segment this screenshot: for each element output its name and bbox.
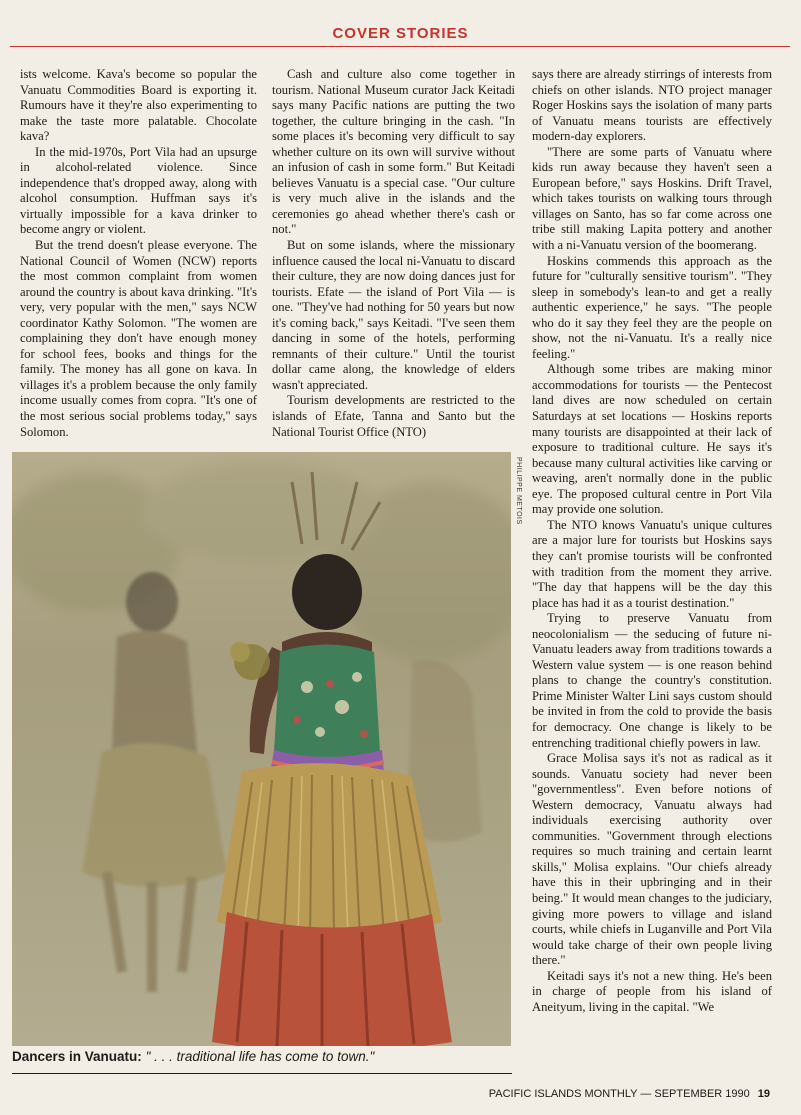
caption-rule — [12, 1073, 512, 1074]
paragraph: says there are already stirrings of interests from chiefs on other islands. NTO project manager Roger Hoskins says the isolation of many parts of Vanuatu means tourists are effectively modern-day explorers. — [532, 67, 772, 144]
paragraph: Although some tribes are making minor accommodations for tourists — the Pentecost land dives are now scheduled on certain Saturdays at set locations — Hoskins reports many tourists are disappointed at their lack of exposure to traditional culture. He says it's because many cultural activities like carving or weaving, aren't normally done in the public eye. The proposed cultural centre in Port Vila may provide one solution. — [532, 362, 772, 517]
caption-quote: " . . . traditional life has come to town." — [145, 1049, 375, 1064]
article-column-2 — [272, 67, 515, 440]
paragraph: Tourism developments are restricted to the islands of Efate, Tanna and Santo but the National Tourist Office (NTO) — [272, 393, 515, 439]
caption-lead: Dancers in Vanuatu: — [12, 1049, 142, 1064]
paragraph: Grace Molisa says it's not as radical as it sounds. Vanuatu society had never been "governmentless". Even before notions of Western democracy, Vanuatu always had individuals exercising authority over communities. "Government through elections requires so much training and certain learnt skills," Molisa explains. "Our chiefs already have this in their upbringing and in their being." It would mean changes to the judiciary, giving more powers to village and island courts, while chiefs in Luganville and Port Vila would take charge of their own people living there." — [532, 751, 772, 968]
paragraph: The NTO knows Vanuatu's unique cultures are a major lure for tourists but Hoskins says they can't promise tourists will be confronted with tradition from the moment they arrive. "The day that happens will be the day this place has had it as a tourist destination." — [532, 517, 772, 610]
page-footer — [480, 1087, 770, 1101]
paragraph: Hoskins commends this approach as the future for "culturally sensitive tourism". "They sleep in somebody's lean-to and get a really authentic experience," he says. "The people who do it say they feel they are the people on show, not the ni-Vanuatu. It's a really nice feeling." — [532, 253, 772, 361]
article-column-3 — [532, 67, 772, 1015]
paragraph: In the mid-1970s, Port Vila had an upsurge in alcohol-related violence. Since independence that's dropped away, along with alcohol consumption. Huffman says it's virtually impossible for a kava drinker to become angry or violent. — [20, 144, 257, 237]
paragraph: ists welcome. Kava's become so popular the Vanuatu Commodities Board is exporting it. Rumours have it they're also experimenting to make the taste more palatable. Chocolate kava? — [20, 67, 257, 144]
paragraph: Keitadi says it's not a new thing. He's been in charge of people from his island of Aneityum, living in the capital. "We — [532, 968, 772, 1014]
header-rule — [10, 46, 790, 47]
page-number: 19 — [757, 1088, 770, 1100]
dancers-photo — [12, 452, 511, 1046]
paragraph: But on some islands, where the missionary influence caused the local ni-Vanuatu to discard their culture, they are now doing dances just for tourists. Efate — the island of Port Vila — is one. "They've had nothing for 50 years but now it's coming back," says Keitadi. "I've seen them dancing in some of the hotels, performing remnants of their culture." Until the tourist dollar came along, the knowledge of elders wasn't appreciated. — [272, 238, 515, 392]
paragraph: But the trend doesn't please everyone. The National Council of Women (NCW) reports the most common complaint from women around the country is about kava drinking. "It's very, very popular with the men," says NCW coordinator Kathy Solomon. "The women are complaining they don't have enough money for school fees, books and things for the family. The money has all gone on kava. In villages it's a problem because the only family income usually comes from copra. "It's one of the most serious social problems today," says Solomon. — [20, 238, 257, 439]
publication-info: PACIFIC ISLANDS MONTHLY — SEPTEMBER 1990 — [488, 1088, 750, 1100]
photo-credit: PHILIPPE METOIS — [515, 457, 522, 525]
section-header: COVER STORIES — [332, 25, 469, 42]
paragraph: Trying to preserve Vanuatu from neocolonialism — the seducing of future ni-Vanuatu leaders away from traditions towards a Western value system — is one reason behind plans to change the country's constitution. Prime Minister Walter Lini says custom should be invited in from the cold to provide the basis for democracy. One change is likely to be entrenching traditional chiefly powers in law. — [532, 611, 772, 750]
dancers-illustration — [12, 452, 511, 1046]
paragraph: "There are some parts of Vanuatu where kids run away because they haven't seen a European before," says Hoskins. Drift Travel, which takes tourists on walking tours through villages on Santo, has so far come across one tribe still making Lapita pottery and another with a ni-Vanuatu version of the boomerang. — [532, 144, 772, 253]
article-column-1 — [20, 67, 257, 440]
paragraph: Cash and culture also come together in tourism. National Museum curator Jack Keitadi says many Pacific nations are putting the two together, the culture bringing in the cash. "In some places it's becoming very difficult to say whether culture on its own will survive without an infusion of cash in some form." But Keitadi believes Vanuatu is a special case. "Our culture is very much alive in the islands and the ceremonies go ahead whether there's cash or not." — [272, 67, 515, 237]
photo-caption — [12, 1049, 512, 1065]
